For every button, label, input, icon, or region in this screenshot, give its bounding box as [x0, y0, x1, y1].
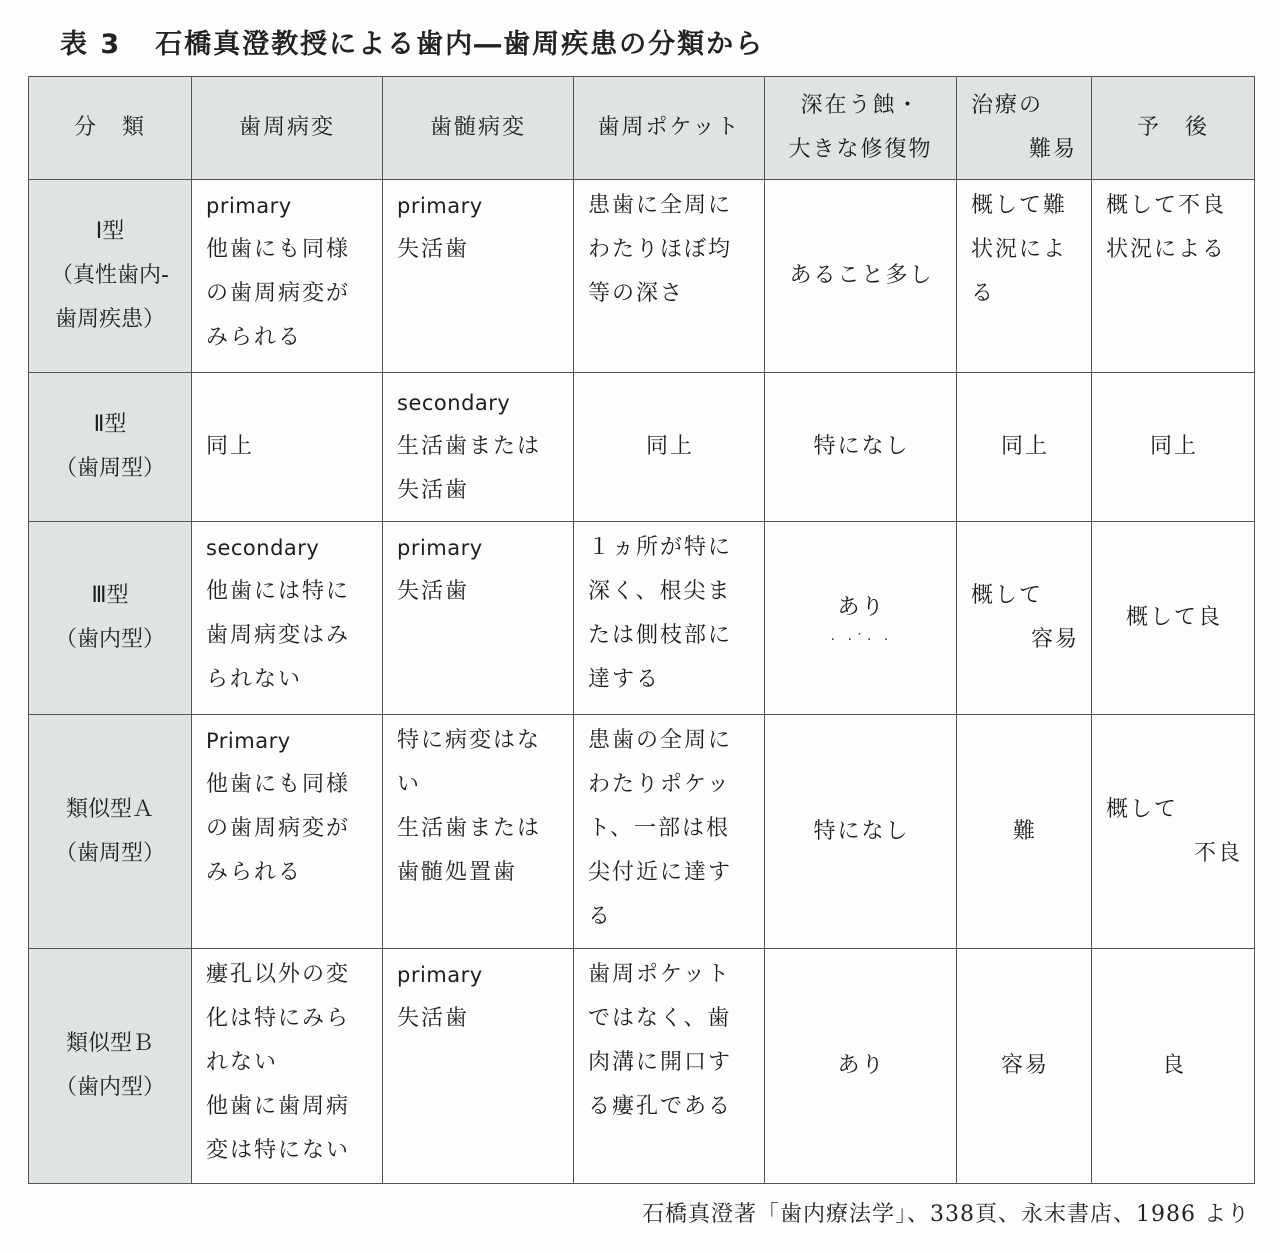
cell-text: の歯周病変が [206, 816, 351, 841]
pulp-cell [383, 522, 574, 715]
cell-text: 概して [971, 583, 1044, 608]
table-number: 表 3 [60, 29, 122, 60]
cell-text: 同上 [1000, 434, 1049, 459]
header-treatment-difficulty [957, 77, 1092, 180]
row-type-name: Ⅰ型 [95, 219, 125, 244]
cell-text: 難 [1012, 818, 1037, 844]
cell-text: 良 [1161, 1053, 1186, 1078]
cell-text: ト、一部は根 [588, 816, 731, 841]
pocket-cell [574, 522, 765, 715]
prognosis-cell [1092, 373, 1255, 522]
prognosis-cell [1092, 522, 1255, 715]
treatment-cell [957, 949, 1092, 1184]
cell-text: 不良 [1193, 840, 1242, 866]
cell-text: あり [837, 1053, 886, 1078]
cell-text: 失活歯 [397, 237, 470, 262]
pocket-cell [574, 180, 765, 373]
cell-text: る [971, 281, 996, 306]
print-speck-decoration: · ·˙· · [830, 632, 893, 648]
pulp-cell [383, 373, 574, 522]
perio-cell [192, 373, 383, 522]
cell-text: 同上 [206, 434, 255, 459]
cell-text: 患歯に全周に [588, 193, 733, 218]
header-row [29, 77, 1255, 180]
classification-table [28, 76, 1255, 1184]
row-type-sub: （歯周型） [54, 456, 165, 481]
cell-text: みられる [206, 325, 303, 350]
caries-cell [765, 373, 957, 522]
cell-text: 瘻孔以外の変 [206, 962, 351, 987]
header-caries-line1: 深在う蝕・ [800, 93, 921, 118]
perio-cell [192, 715, 383, 949]
cell-text: 変は特にない [206, 1138, 351, 1163]
cell-text: たは側枝部に [588, 623, 733, 648]
caries-cell [765, 715, 957, 949]
cell-text: 生活歯または [397, 434, 542, 459]
cell-text: 状況によ [971, 237, 1068, 262]
cell-text: Primary [206, 729, 291, 753]
treatment-cell [957, 522, 1092, 715]
table-title [60, 22, 764, 61]
cell-text: 生活歯または [397, 816, 542, 841]
cell-text: られない [206, 667, 303, 692]
cell-text: い [397, 772, 422, 797]
header-pulp-lesion: 歯髄病変 [383, 77, 574, 180]
cell-text: 状況による [1106, 237, 1227, 262]
cell-text: あること多し [789, 263, 934, 288]
cell-text: secondary [397, 391, 511, 415]
pulp-cell [383, 715, 574, 949]
prognosis-cell [1092, 180, 1255, 373]
cell-text: 歯周ポケット [588, 962, 731, 987]
pocket-cell [574, 373, 765, 522]
header-treatment-line1: 治療の [971, 93, 1044, 118]
cell-text: わたりポケッ [588, 772, 731, 797]
row-type-name: Ⅱ型 [93, 412, 127, 437]
cell-text: 他歯に歯周病 [206, 1094, 351, 1119]
cell-text: わたりほぼ均 [588, 237, 733, 262]
header-caries-restoration [765, 77, 957, 180]
cell-text: 失活歯 [397, 579, 470, 604]
cell-text: る [588, 904, 613, 929]
prognosis-cell [1092, 715, 1255, 949]
row-type-sub: （歯内型） [54, 1075, 165, 1100]
cell-text: 失活歯 [397, 1006, 470, 1031]
table-title-text: 石橋真澄教授による歯内―歯周疾患の分類から [155, 29, 765, 60]
cell-text: 深く、根尖ま [588, 579, 732, 604]
cell-text: 概して難 [971, 193, 1068, 218]
header-periodontal-lesion: 歯周病変 [192, 77, 383, 180]
pulp-cell [383, 949, 574, 1184]
row-type-sub: （歯内型） [54, 627, 165, 652]
cell-text: 歯周病変はみ [206, 623, 351, 648]
row-type-cell [29, 373, 192, 522]
cell-text: れない [206, 1050, 279, 1075]
table-row [29, 949, 1255, 1184]
cell-text: 概して不良 [1106, 193, 1227, 218]
header-caries-line2: 大きな修復物 [788, 137, 933, 162]
cell-text: 同上 [645, 434, 694, 459]
cell-text: 達する [588, 667, 661, 692]
perio-cell [192, 949, 383, 1184]
cell-text: 等の深さ [588, 281, 685, 306]
table-row [29, 180, 1255, 373]
cell-text: あり [837, 595, 886, 620]
row-type-name: 類似型Ｂ [65, 1031, 154, 1056]
cell-text: 他歯にも同様 [206, 237, 351, 262]
cell-text: 容易 [1000, 1053, 1049, 1078]
cell-text: 特になし [813, 818, 910, 844]
cell-text: 失活歯 [397, 478, 470, 503]
cell-text: 尖付近に達す [588, 860, 733, 885]
perio-cell [192, 522, 383, 715]
header-classification: 分 類 [29, 77, 192, 180]
row-type-name: 類似型Ａ [65, 796, 154, 822]
pocket-cell [574, 715, 765, 949]
row-type-sub: 歯周疾患） [54, 307, 165, 332]
table-row [29, 715, 1255, 949]
row-type-cell [29, 180, 192, 373]
source-citation: 石橋真澄著「歯内療法学」、338頁、永末書店、1986 より [642, 1202, 1250, 1227]
cell-text: 特に病変はな [397, 728, 542, 753]
cell-text: primary [206, 194, 292, 218]
row-type-sub: （真性歯内- [51, 263, 169, 288]
cell-text: る瘻孔である [588, 1094, 733, 1119]
row-type-cell [29, 522, 192, 715]
row-type-sub: （歯周型） [54, 840, 165, 866]
caries-cell [765, 522, 957, 715]
treatment-cell [957, 180, 1092, 373]
row-type-name: Ⅲ型 [91, 583, 129, 608]
treatment-cell [957, 373, 1092, 522]
row-type-cell [29, 949, 192, 1184]
header-treatment-line2: 難易 [1028, 137, 1077, 162]
header-prognosis: 予 後 [1092, 77, 1255, 180]
cell-text: ではなく、歯 [588, 1006, 732, 1031]
table-row [29, 522, 1255, 715]
cell-text: みられる [206, 860, 303, 885]
header-periodontal-pocket: 歯周ポケット [574, 77, 765, 180]
prognosis-cell [1092, 949, 1255, 1184]
cell-text: primary [397, 194, 483, 218]
cell-text: 肉溝に開口す [588, 1050, 733, 1075]
cell-text: 容易 [1030, 627, 1079, 652]
cell-text: secondary [206, 536, 320, 560]
cell-text: 概して良 [1125, 605, 1222, 630]
cell-text: の歯周病変が [206, 281, 351, 306]
cell-text: 同上 [1149, 434, 1198, 459]
perio-cell [192, 180, 383, 373]
row-type-cell [29, 715, 192, 949]
cell-text: 化は特にみら [206, 1006, 351, 1031]
pocket-cell [574, 949, 765, 1184]
cell-text: 他歯にも同様 [206, 772, 351, 797]
cell-text: primary [397, 536, 483, 560]
cell-text: 患歯の全周に [588, 728, 733, 753]
caries-cell [765, 949, 957, 1184]
cell-text: 特になし [813, 434, 910, 459]
caries-cell [765, 180, 957, 373]
pulp-cell [383, 180, 574, 373]
cell-text: １ヵ所が特に [588, 535, 733, 560]
treatment-cell [957, 715, 1092, 949]
cell-text: primary [397, 963, 483, 987]
table-row [29, 373, 1255, 522]
cell-text: 歯髄処置歯 [397, 860, 518, 885]
cell-text: 概して [1106, 796, 1179, 822]
cell-text: 他歯には特に [206, 579, 351, 604]
